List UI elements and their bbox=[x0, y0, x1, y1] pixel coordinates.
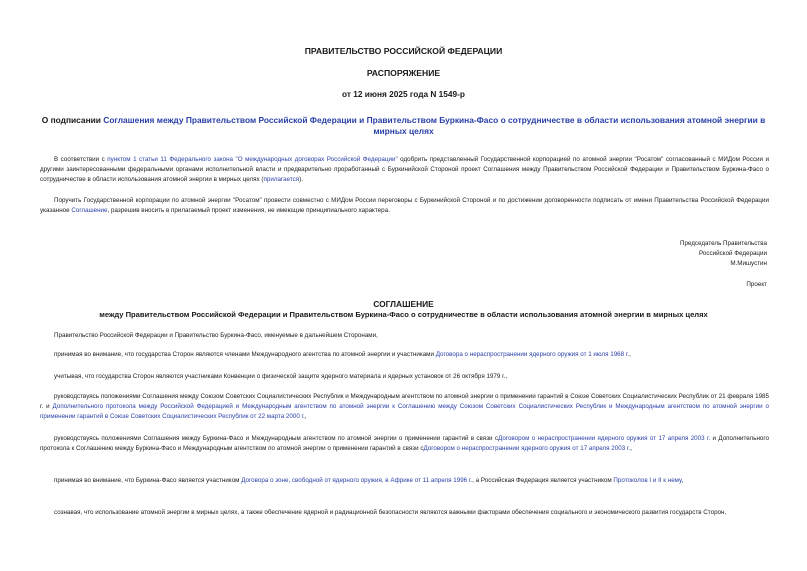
draft-label: Проект bbox=[746, 281, 767, 288]
npt-link-1[interactable]: Договором о нераспространении ядерного оружия от 17 апреля 2003 г. bbox=[498, 435, 711, 442]
p6-text-3: , bbox=[681, 477, 684, 484]
npt-link-2[interactable]: Договором о нераспространении ядерного оружия от 17 апреля 2003 г. bbox=[423, 445, 631, 452]
agreement-paragraph-5 bbox=[40, 434, 769, 454]
agreement-paragraph-6 bbox=[40, 476, 769, 486]
p5-text-3: , bbox=[630, 445, 632, 452]
signature-country: Российской Федерации bbox=[699, 250, 767, 257]
agreement-subtitle: между Правительством Российской Федерации и Правительством Буркина-Фасо о сотрудничестве в области использования атомной энергии в мирных целях bbox=[99, 310, 708, 319]
p5-text-1: руководствуясь положениями Соглашения между Буркина-Фасо и Международным агентством по атомной энергии о применении гарантий в связи с bbox=[54, 435, 499, 442]
pelindaba-treaty-link[interactable]: Договора о зоне, свободной от ядерного оружия, в Африке от 11 апреля 1996 г. bbox=[241, 477, 473, 484]
signature-position: Председатель Правительства bbox=[679, 240, 767, 247]
protocols-link[interactable]: Протоколов I и II к нему bbox=[613, 477, 682, 484]
signature-name: М.Мишустин bbox=[730, 260, 767, 267]
federal-law-link[interactable]: пунктом 1 статьи 11 Федерального закона "О международных договорах Российской Федерации" bbox=[107, 156, 398, 163]
order-paragraph-2 bbox=[40, 196, 769, 216]
agreement-paragraph-2 bbox=[40, 350, 769, 360]
attached-link[interactable]: прилагается bbox=[263, 176, 300, 183]
p2-text-2: , bbox=[629, 351, 631, 358]
agreement-paragraph-4 bbox=[40, 392, 769, 422]
agreement-paragraph-7: сознавая, что использование атомной энергии в мирных целях, а также обеспечение ядерной и радиационной безопасности являются важными факторами обеспечения социального и экономического развития государств Сторон, bbox=[54, 509, 727, 516]
para2-text-2: , разрешив вносить в прилагаемый проект изменения, не имеющие принципиального характера. bbox=[107, 207, 390, 214]
p6-text-2: , а Российская Федерация является участником bbox=[472, 477, 614, 484]
npt-treaty-link[interactable]: Договора о нераспространении ядерного оружия от 1 июля 1968 г. bbox=[435, 351, 630, 358]
para1-text-2: одобрить представленный Государственной корпорацией по атомной энергии "Росатом" согласованный с МИДом России и другими заинтересованными федеральными органами исполнительной власти и предварительно проработанный с Буркинийской Стороной проект Соглашения между Правительством Российской Федерации и Правительством Буркина-Фасо о сотрудничестве в области использования атомной энергии в мирных целях ( bbox=[40, 156, 769, 183]
p4-text-2: , bbox=[304, 413, 307, 420]
subject-prefix: О подписании bbox=[41, 115, 104, 125]
agreement-paragraph-3: учитывая, что государства Сторон являются участниками Конвенции о физической защите ядерного материала и ядерных установок от 26 октября 1979 г., bbox=[54, 373, 508, 380]
para1-text-3: ). bbox=[299, 176, 303, 183]
p5-text-2: и Дополнительного протокола к Соглашению между Буркина-Фасо и Международным агентством по атомной энергии о применении гарантий в связи с bbox=[40, 435, 769, 452]
p2-text-1: принимая во внимание, что государства Сторон являются членами Международного агентства по атомной энергии и участниками bbox=[54, 351, 436, 358]
order-heading: РАСПОРЯЖЕНИЕ bbox=[366, 68, 441, 78]
signature-block bbox=[680, 239, 767, 269]
agreement-inline-link[interactable]: Соглашение bbox=[71, 207, 108, 214]
agreement-link[interactable]: Соглашения между Правительством Российской Федерации и Правительством Буркина-Фасо о сотрудничестве в области использования атомной энергии в мирных целях bbox=[103, 115, 766, 136]
para1-text-1: В соответствии с bbox=[54, 156, 108, 163]
order-paragraph-1 bbox=[40, 155, 769, 185]
order-date: от 12 июня 2025 года N 1549-р bbox=[342, 89, 465, 99]
government-heading: ПРАВИТЕЛЬСТВО РОССИЙСКОЙ ФЕДЕРАЦИИ bbox=[304, 46, 503, 56]
agreement-paragraph-1: Правительство Российской Федерации и Правительство Буркина-Фасо, именуемые в дальнейшем Сторонами, bbox=[54, 332, 378, 339]
order-subject bbox=[30, 115, 777, 137]
p6-text-1: принимая во внимание, что Буркина-Фасо является участником bbox=[54, 477, 242, 484]
additional-protocol-link[interactable]: Дополнительного протокола между Российской Федерацией и Международным агентством по атомной энергии к Соглашению между Союзом Советских Социалистических Республик и Международным агентством по атомной энергии о применении гарантий в Союзе Советских Социалистических Республик от 22 марта 2000 г. bbox=[40, 403, 769, 420]
para2-text-1: Поручить Государственной корпорации по атомной энергии "Росатом" провести совместно с МИДом России переговоры с Буркинийской Стороной и по достижении договоренности подписать от имени Правительства Российской Федерации указанное bbox=[40, 197, 769, 214]
p4-text-1: руководствуясь положениями Соглашения между Союзом Советских Социалистических Республик и Международным агентством по атомной энергии о применении гарантий в Союзе Советских Социалистических Республик от 21 февраля 1985 г. и bbox=[40, 393, 769, 410]
agreement-title: СОГЛАШЕНИЕ bbox=[373, 299, 434, 309]
